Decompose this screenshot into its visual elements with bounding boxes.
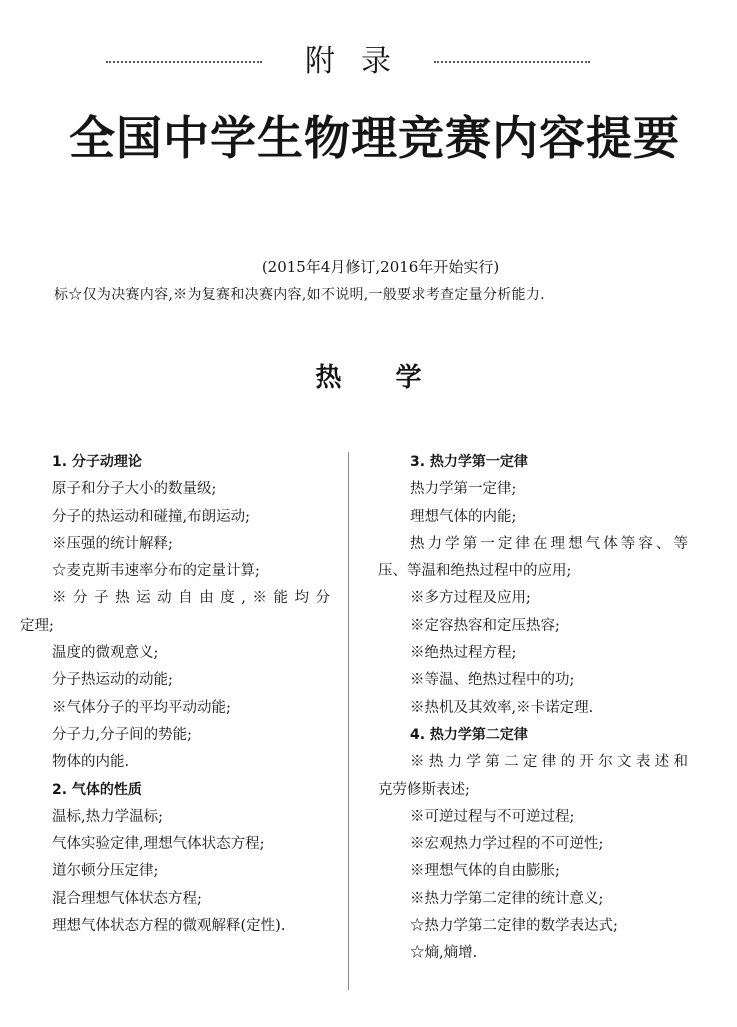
list-item: 温度的微观意义; — [52, 645, 159, 662]
dotted-rule-right — [434, 61, 590, 63]
heading-kinetic-theory: 1. 分子动理论 — [52, 454, 142, 470]
list-item-continuation: 克劳修斯表述; — [378, 781, 470, 798]
list-item: 混合理想气体状态方程; — [52, 890, 202, 907]
column-divider — [348, 452, 349, 990]
list-item: ※等温、绝热过程中的功; — [410, 672, 575, 689]
list-item: ※气体分子的平均平动动能; — [52, 699, 231, 716]
list-item: 分子热运动的动能; — [52, 672, 173, 689]
list-item: 原子和分子大小的数量级; — [52, 481, 217, 498]
list-item: ※绝热过程方程; — [410, 645, 517, 662]
list-item: 分子的热运动和碰撞,布朗运动; — [52, 508, 250, 525]
list-item: 理想气体的内能; — [410, 508, 517, 525]
list-item: 热力学第一定律在理想气体等容、等 — [410, 535, 688, 552]
list-item: ※压强的统计解释; — [52, 535, 173, 552]
list-item: 温标,热力学温标; — [52, 808, 163, 825]
dotted-rule-left — [106, 61, 262, 63]
legend-note: 标☆仅为决赛内容,※为复赛和决赛内容,如不说明,一般要求考查定量分析能力. — [54, 287, 545, 303]
list-item: ☆热力学第二定律的数学表达式; — [410, 918, 618, 935]
list-item: ※热力学第二定律的统计意义; — [410, 890, 604, 907]
list-item: 物体的内能. — [52, 754, 130, 771]
list-item: ☆熵,熵增. — [410, 945, 478, 962]
list-item: 理想气体状态方程的微观解释(定性). — [52, 918, 286, 935]
heading-first-law: 3. 热力学第一定律 — [410, 454, 528, 470]
list-item: 气体实验定律,理想气体状态方程; — [52, 836, 265, 853]
list-item: ※理想气体的自由膨胀; — [410, 863, 560, 880]
list-item: ※宏观热力学过程的不可逆性; — [410, 836, 604, 853]
list-item-continuation: 定理; — [20, 617, 54, 634]
list-item: 道尔顿分压定律; — [52, 863, 159, 880]
list-item: ※分子热运动自由度,※能均分 — [52, 590, 330, 607]
appendix-header — [0, 42, 737, 86]
list-item: 热力学第一定律; — [410, 481, 517, 498]
list-item-continuation: 压、等温和绝热过程中的应用; — [378, 563, 572, 580]
section-title: 热学 — [315, 363, 476, 393]
list-item: ※定容热容和定压热容; — [410, 617, 560, 634]
list-item: ※可逆过程与不可逆过程; — [410, 808, 575, 825]
heading-gas-properties: 2. 气体的性质 — [52, 781, 142, 798]
heading-second-law: 4. 热力学第二定律 — [410, 726, 528, 743]
appendix-label: 附录 — [305, 44, 417, 79]
list-item: ※热机及其效率,※卡诺定理. — [410, 699, 594, 716]
right-column — [378, 449, 688, 968]
page-title: 全国中学生物理竞赛内容提要 — [69, 111, 680, 165]
list-item: 分子力,分子间的势能; — [52, 726, 192, 743]
left-column — [20, 449, 330, 940]
revision-note: (2015年4月修订,2016年开始实行) — [261, 258, 500, 276]
list-item: ※热力学第二定律的开尔文表述和 — [410, 754, 688, 771]
list-item: ※多方过程及应用; — [410, 590, 531, 607]
list-item: ☆麦克斯韦速率分布的定量计算; — [52, 563, 260, 580]
